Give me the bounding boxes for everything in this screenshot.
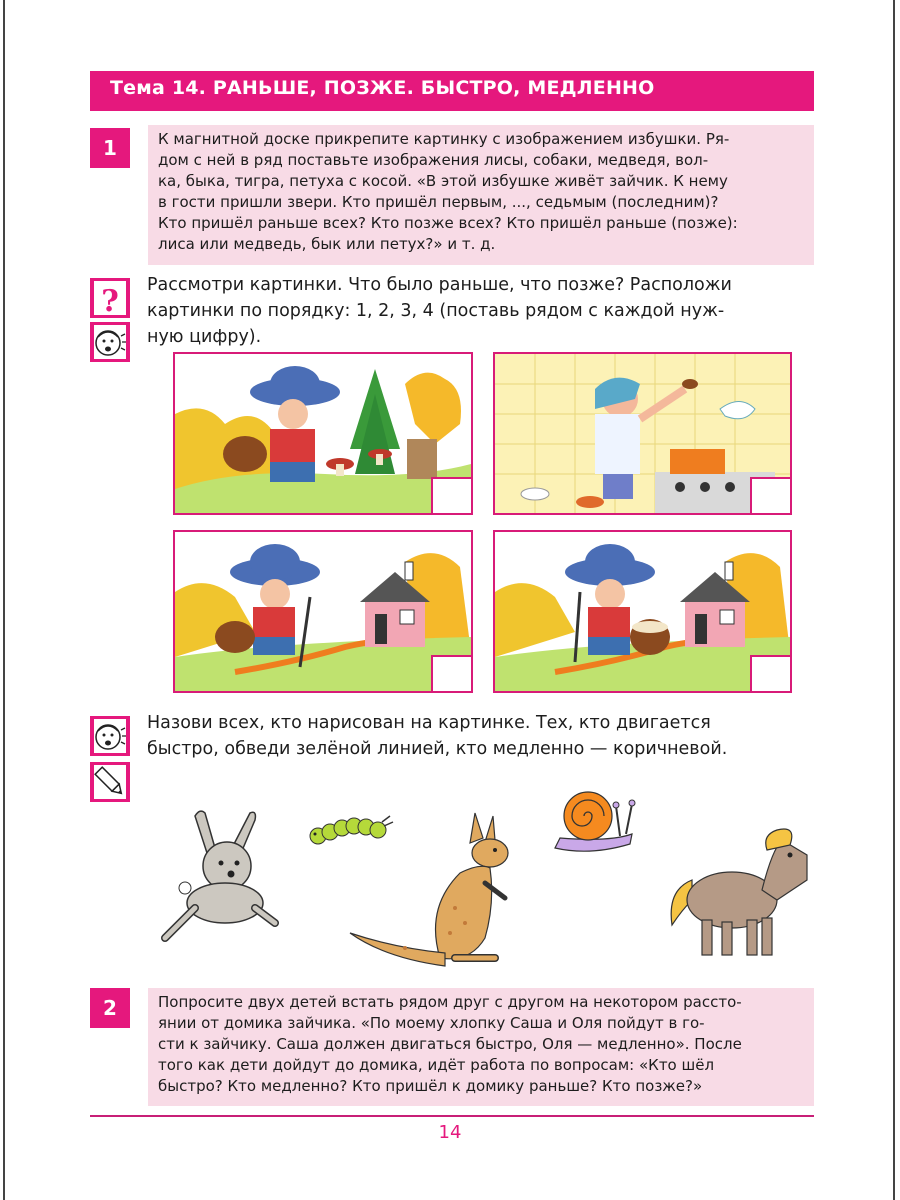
task-2-text — [147, 710, 814, 762]
task-line: Назови всех, кто нарисован на картинке. Тех, кто двигается — [147, 713, 711, 733]
task-1-text — [147, 272, 814, 350]
speaking-face-icon — [90, 322, 130, 362]
teacher-instructions-1 — [148, 125, 814, 265]
teacher-instructions-2 — [148, 988, 814, 1106]
section-number-2: 2 — [90, 988, 130, 1028]
task-line: картинки по порядку: 1, 2, 3, 4 (поставь рядом с каждой нуж- — [147, 301, 725, 321]
section-number-1: 1 — [90, 128, 130, 168]
answer-box[interactable] — [750, 477, 792, 515]
question-icon — [90, 278, 130, 318]
pencil-icon — [90, 762, 130, 802]
teacher-line: того как дети дойдут до домика, идёт работа по вопросам: «Кто шёл — [158, 1056, 715, 1074]
woman-cooking-mushrooms-picture — [493, 352, 792, 515]
horse-picture[interactable] — [662, 820, 812, 960]
task-line: быстро, обведи зелёной линией, кто медленно — коричневой. — [147, 739, 728, 759]
answer-box[interactable] — [750, 655, 792, 693]
teacher-line: янии от домика зайчика. «По моему хлопку Саша и Оля пойдут в го- — [158, 1014, 705, 1032]
teacher-line: Попросите двух детей встать рядом друг с другом на некотором рассто- — [158, 993, 742, 1011]
teacher-line: в гости пришли звери. Кто пришёл первым, ..., седьмым (последним)? — [158, 193, 719, 211]
svg-text:?: ? — [101, 284, 119, 318]
task-line: ную цифру). — [147, 327, 262, 347]
hare-picture[interactable] — [155, 808, 285, 948]
footer-divider — [90, 1115, 814, 1117]
teacher-line: быстро? Кто медленно? Кто пришёл к домику раньше? Кто позже?» — [158, 1077, 703, 1095]
teacher-line: К магнитной доске прикрепите картинку с изображением избушки. Ря- — [158, 130, 730, 148]
teacher-line: лиса или медведь, бык или петух?» и т. д. — [158, 235, 496, 253]
teacher-line: дом с ней в ряд поставьте изображения лисы, собаки, медведя, вол- — [158, 151, 709, 169]
topic-header — [90, 71, 814, 111]
teacher-line: ка, быка, тигра, петуха с косой. «В этой избушке живёт зайчик. К нему — [158, 172, 728, 190]
speaking-face-icon — [90, 716, 130, 756]
boy-picking-mushrooms-picture — [173, 352, 473, 515]
teacher-line: сти к зайчику. Саша должен двигаться быстро, Оля — медленно». После — [158, 1035, 742, 1053]
topic-title: Тема 14. РАНЬШЕ, ПОЗЖЕ. БЫСТРО, МЕДЛЕННО — [110, 77, 655, 99]
page-number: 14 — [438, 1122, 462, 1143]
answer-box[interactable] — [431, 655, 473, 693]
teacher-line: Кто пришёл раньше всех? Кто позже всех? Кто пришёл раньше (позже): — [158, 214, 738, 232]
kangaroo-picture[interactable] — [345, 808, 525, 976]
snail-picture[interactable] — [550, 786, 640, 860]
boy-walking-home-empty-basket-picture — [173, 530, 473, 693]
task-line: Рассмотри картинки. Что было раньше, что позже? Расположи — [147, 275, 732, 295]
boy-walking-with-full-basket-picture — [493, 530, 792, 693]
answer-box[interactable] — [431, 477, 473, 515]
